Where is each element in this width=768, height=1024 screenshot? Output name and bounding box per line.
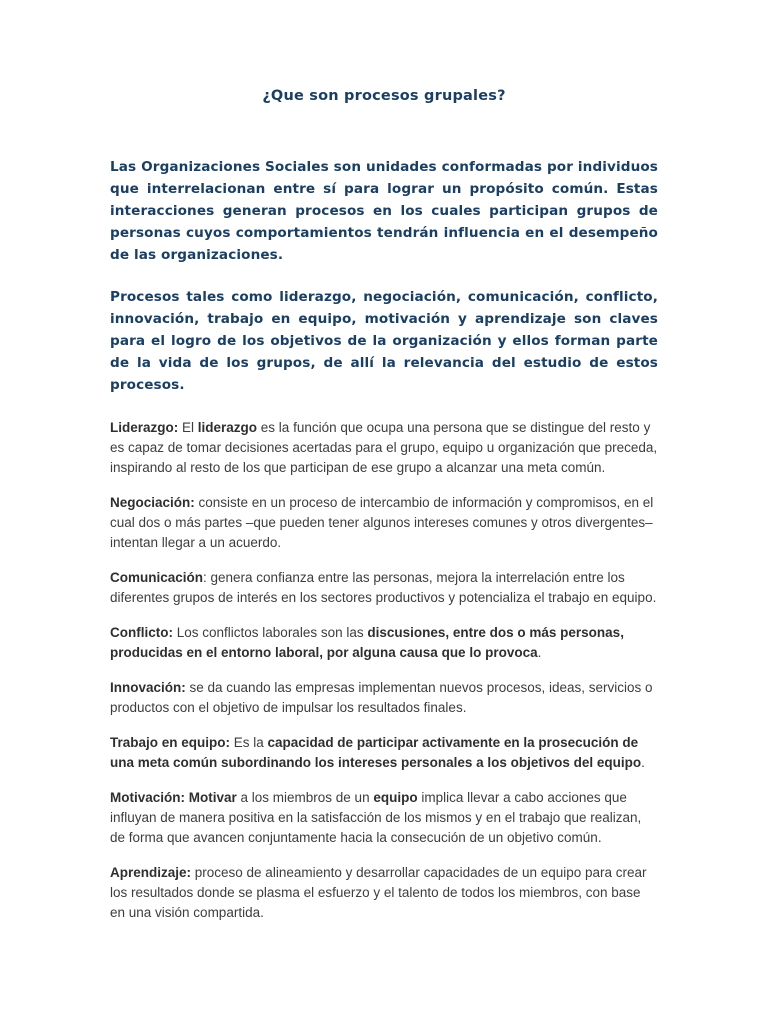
page-title: ¿Que son procesos grupales? — [262, 88, 506, 104]
definition-text: se da cuando las empresas implementan nuevos procesos, ideas, servicios o productos con el objetivo de impulsar los resultados finales. — [110, 680, 653, 715]
definition-text: consiste en un proceso de intercambio de información y compromisos, en el cual dos o más partes –que pueden tener algunos intereses comunes y otros divergentes– intentan llegar a un acuerdo. — [110, 495, 654, 550]
definition-term: Innovación: — [110, 680, 186, 695]
definition-term: Negociación: — [110, 495, 195, 510]
definition-term: discusiones, entre dos o más personas, producidas en el entorno laboral, por alguna causa que lo provoca — [110, 625, 624, 660]
definition-paragraph — [110, 568, 658, 608]
definition-text: proceso de alineamiento y desarrollar capacidades de un equipo para crear los resultados donde se plasma el esfuerzo y el talento de todos los miembros, con base en una visión compartida. — [110, 865, 647, 920]
definition-paragraph — [110, 733, 658, 773]
definition-text: a los miembros de un — [236, 790, 374, 805]
definition-term: Aprendizaje: — [110, 865, 192, 880]
definition-text: implica llevar a cabo acciones que influyan de manera positiva en la satisfacción de los mismos y en el trabajo que realizan, de forma que avancen conjuntamente hacia la consecución de un objetivo común. — [110, 790, 642, 845]
definition-paragraph — [110, 418, 658, 478]
definition-term: Trabajo en equipo: — [110, 735, 231, 750]
definitions — [110, 418, 658, 923]
definition-text: Los conflictos laborales son las — [173, 625, 368, 640]
definition-text: . — [537, 645, 542, 660]
definition-term: Comunicación — [110, 570, 204, 585]
definition-term: liderazgo — [197, 420, 258, 435]
definition-text: . — [641, 755, 645, 770]
definition-text: : genera confianza entre las personas, mejora la interrelación entre los diferentes grupos de interés en los sectores productivos y potencializa el trabajo en equipo. — [110, 570, 657, 605]
definition-term: Motivación: Motivar — [110, 790, 237, 805]
definition-text: Es la — [230, 735, 268, 750]
intro-paragraph-processes: Procesos tales como liderazgo, negociación, comunicación, conflicto, innovación, trabajo en equipo, motivación y aprendizaje son claves para el logro de los objetivos de la organización y ellos forman parte de la vida de los grupos, de allí la relevancia del estudio de estos procesos. — [110, 289, 658, 393]
definition-term: Conflicto: — [110, 625, 173, 640]
definition-term: equipo — [373, 790, 418, 805]
definition-paragraph — [110, 678, 658, 718]
definition-paragraph — [110, 623, 658, 663]
definition-text: El — [178, 420, 198, 435]
intro-paragraph-organizations: Las Organizaciones Sociales son unidades conformadas por individuos que interrelacionan entre sí para lograr un propósito común. Estas interacciones generan procesos en los cuales participan grupos de personas cuyos comportamientos tendrán influencia en el desempeño de las organizaciones. — [110, 159, 658, 263]
definition-text: es la función que ocupa una persona que se distingue del resto y es capaz de tomar decisiones acertadas para el grupo, equipo u organización que preceda, inspirando al resto de los que participan de ese grupo a alcanzar una meta común. — [110, 420, 658, 475]
definition-term: capacidad de participar activamente en la prosecución de una meta común subordinando los intereses personales a los objetivos del equipo — [110, 735, 642, 770]
definition-paragraph — [110, 788, 658, 848]
definition-paragraph — [110, 863, 658, 923]
definition-paragraph — [110, 493, 658, 553]
definition-term: Liderazgo: — [110, 420, 179, 435]
